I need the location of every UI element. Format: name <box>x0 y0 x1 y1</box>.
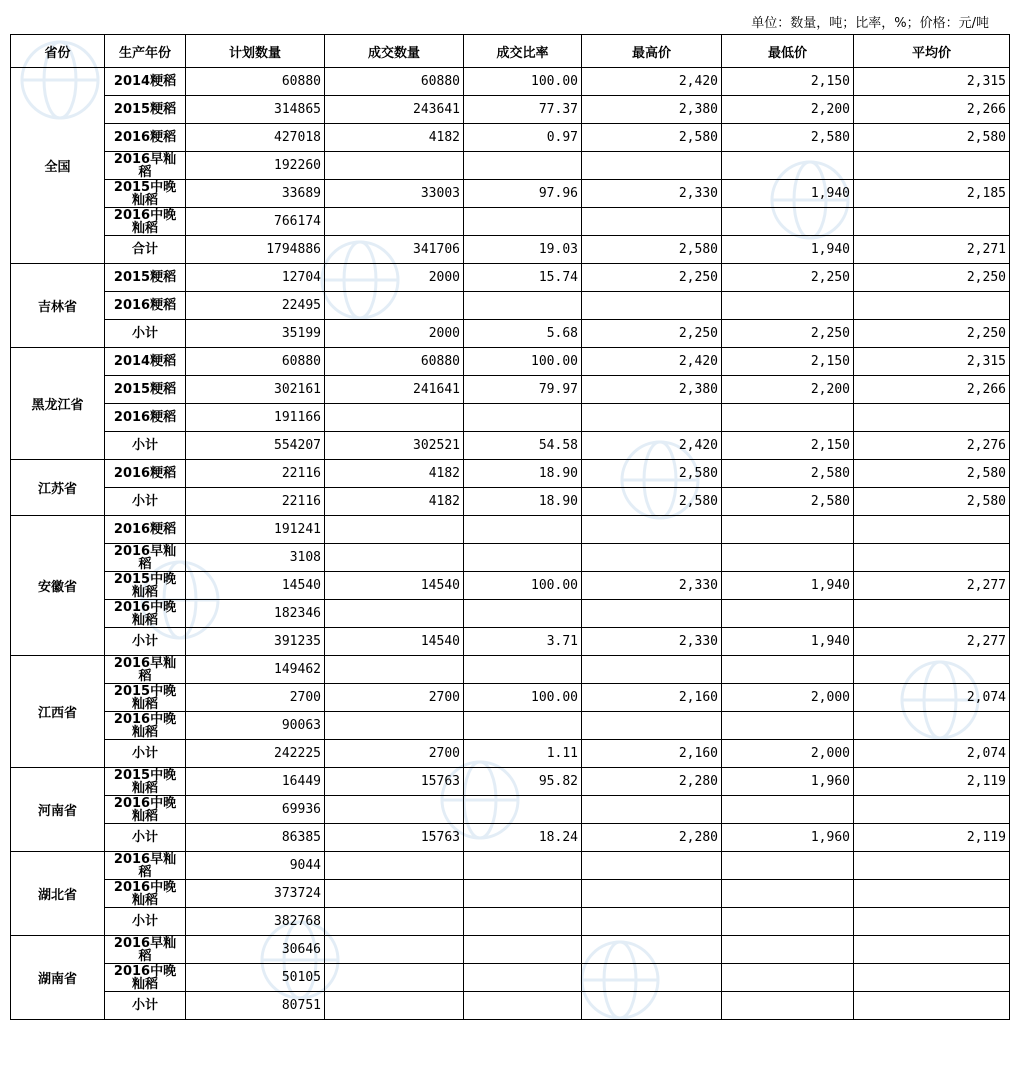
cell-trade-rate: 95.82 <box>464 768 582 796</box>
cell-year: 小计 <box>105 432 186 460</box>
auction-results-table <box>10 34 1010 1020</box>
cell-avg-price <box>854 908 1010 936</box>
cell-trade-rate: 1.11 <box>464 740 582 768</box>
cell-max-price: 2,580 <box>582 236 722 264</box>
table-row <box>11 292 1010 320</box>
cell-traded-qty: 4182 <box>325 488 464 516</box>
cell-max-price <box>582 852 722 880</box>
cell-min-price <box>722 292 854 320</box>
table-row <box>11 964 1010 992</box>
cell-min-price: 1,960 <box>722 824 854 852</box>
cell-planned-qty: 1794886 <box>186 236 325 264</box>
column-header-trade-rate: 成交比率 <box>464 35 582 68</box>
cell-max-price <box>582 992 722 1020</box>
cell-min-price <box>722 712 854 740</box>
cell-planned-qty: 50105 <box>186 964 325 992</box>
province-cell: 湖北省 <box>11 852 105 936</box>
cell-min-price: 2,580 <box>722 488 854 516</box>
province-cell: 安徽省 <box>11 516 105 656</box>
cell-trade-rate <box>464 544 582 572</box>
cell-avg-price: 2,277 <box>854 572 1010 600</box>
cell-trade-rate <box>464 936 582 964</box>
cell-traded-qty: 2700 <box>325 684 464 712</box>
cell-max-price <box>582 880 722 908</box>
province-cell: 全国 <box>11 68 105 264</box>
cell-year: 2016粳稻 <box>105 124 186 152</box>
cell-traded-qty <box>325 656 464 684</box>
cell-planned-qty: 149462 <box>186 656 325 684</box>
cell-avg-price <box>854 208 1010 236</box>
cell-avg-price <box>854 712 1010 740</box>
cell-min-price: 2,150 <box>722 348 854 376</box>
table-row <box>11 180 1010 208</box>
cell-max-price: 2,330 <box>582 628 722 656</box>
cell-trade-rate: 18.24 <box>464 824 582 852</box>
table-row <box>11 684 1010 712</box>
table-row <box>11 768 1010 796</box>
cell-planned-qty: 554207 <box>186 432 325 460</box>
cell-max-price: 2,420 <box>582 348 722 376</box>
cell-trade-rate: 18.90 <box>464 488 582 516</box>
cell-trade-rate <box>464 516 582 544</box>
table-row <box>11 740 1010 768</box>
cell-year: 2016中晚籼稻 <box>105 712 186 740</box>
cell-planned-qty: 182346 <box>186 600 325 628</box>
cell-max-price: 2,160 <box>582 684 722 712</box>
cell-avg-price: 2,185 <box>854 180 1010 208</box>
province-cell: 江西省 <box>11 656 105 768</box>
cell-min-price <box>722 936 854 964</box>
cell-traded-qty <box>325 964 464 992</box>
cell-trade-rate <box>464 600 582 628</box>
cell-planned-qty: 35199 <box>186 320 325 348</box>
cell-min-price: 2,250 <box>722 264 854 292</box>
cell-year: 2016粳稻 <box>105 292 186 320</box>
cell-trade-rate: 100.00 <box>464 348 582 376</box>
cell-avg-price: 2,074 <box>854 684 1010 712</box>
cell-year: 2016早籼稻 <box>105 152 186 180</box>
cell-year: 小计 <box>105 740 186 768</box>
cell-avg-price: 2,119 <box>854 824 1010 852</box>
cell-planned-qty: 12704 <box>186 264 325 292</box>
cell-max-price: 2,580 <box>582 460 722 488</box>
cell-trade-rate <box>464 964 582 992</box>
table-row <box>11 404 1010 432</box>
table-row <box>11 320 1010 348</box>
cell-year: 小计 <box>105 488 186 516</box>
cell-traded-qty: 60880 <box>325 348 464 376</box>
column-header-min-price: 最低价 <box>722 35 854 68</box>
cell-min-price <box>722 516 854 544</box>
cell-avg-price: 2,074 <box>854 740 1010 768</box>
cell-year: 2016粳稻 <box>105 460 186 488</box>
cell-traded-qty <box>325 796 464 824</box>
cell-trade-rate: 100.00 <box>464 572 582 600</box>
cell-planned-qty: 3108 <box>186 544 325 572</box>
province-cell: 吉林省 <box>11 264 105 348</box>
cell-traded-qty: 60880 <box>325 68 464 96</box>
cell-avg-price <box>854 992 1010 1020</box>
cell-avg-price: 2,580 <box>854 488 1010 516</box>
column-header-province: 省份 <box>11 35 105 68</box>
cell-traded-qty: 4182 <box>325 460 464 488</box>
table-row <box>11 796 1010 824</box>
cell-max-price: 2,420 <box>582 68 722 96</box>
cell-max-price: 2,420 <box>582 432 722 460</box>
cell-max-price <box>582 152 722 180</box>
cell-year: 2015中晚籼稻 <box>105 572 186 600</box>
cell-year: 小计 <box>105 320 186 348</box>
cell-traded-qty: 2000 <box>325 264 464 292</box>
cell-year: 2014粳稻 <box>105 348 186 376</box>
cell-traded-qty: 2000 <box>325 320 464 348</box>
table-row <box>11 264 1010 292</box>
table-row <box>11 712 1010 740</box>
cell-traded-qty <box>325 152 464 180</box>
column-header-max-price: 最高价 <box>582 35 722 68</box>
table-row <box>11 460 1010 488</box>
cell-traded-qty: 14540 <box>325 628 464 656</box>
cell-traded-qty: 341706 <box>325 236 464 264</box>
cell-min-price <box>722 992 854 1020</box>
cell-min-price: 2,250 <box>722 320 854 348</box>
cell-avg-price: 2,315 <box>854 68 1010 96</box>
cell-traded-qty <box>325 208 464 236</box>
cell-year: 2016中晚籼稻 <box>105 600 186 628</box>
cell-min-price: 2,580 <box>722 460 854 488</box>
column-header-year: 生产年份 <box>105 35 186 68</box>
cell-planned-qty: 16449 <box>186 768 325 796</box>
cell-traded-qty: 14540 <box>325 572 464 600</box>
table-row <box>11 516 1010 544</box>
cell-max-price: 2,330 <box>582 572 722 600</box>
cell-traded-qty: 302521 <box>325 432 464 460</box>
cell-max-price: 2,160 <box>582 740 722 768</box>
cell-max-price: 2,280 <box>582 768 722 796</box>
cell-traded-qty <box>325 544 464 572</box>
cell-year: 合计 <box>105 236 186 264</box>
cell-max-price <box>582 516 722 544</box>
cell-max-price <box>582 964 722 992</box>
cell-planned-qty: 22116 <box>186 488 325 516</box>
cell-trade-rate <box>464 152 582 180</box>
cell-trade-rate <box>464 908 582 936</box>
cell-min-price: 1,960 <box>722 768 854 796</box>
cell-min-price: 1,940 <box>722 236 854 264</box>
cell-avg-price <box>854 796 1010 824</box>
table-row <box>11 572 1010 600</box>
cell-avg-price: 2,580 <box>854 460 1010 488</box>
cell-planned-qty: 60880 <box>186 348 325 376</box>
cell-avg-price: 2,266 <box>854 96 1010 124</box>
table-row <box>11 936 1010 964</box>
cell-year: 2015中晚籼稻 <box>105 684 186 712</box>
table-row <box>11 488 1010 516</box>
cell-traded-qty <box>325 600 464 628</box>
cell-trade-rate <box>464 292 582 320</box>
cell-min-price <box>722 908 854 936</box>
cell-trade-rate: 5.68 <box>464 320 582 348</box>
cell-year: 2015中晚籼稻 <box>105 768 186 796</box>
province-cell: 湖南省 <box>11 936 105 1020</box>
table-row <box>11 544 1010 572</box>
cell-min-price: 2,580 <box>722 124 854 152</box>
cell-avg-price: 2,119 <box>854 768 1010 796</box>
cell-traded-qty <box>325 908 464 936</box>
cell-year: 2016中晚籼稻 <box>105 964 186 992</box>
cell-planned-qty: 90063 <box>186 712 325 740</box>
cell-trade-rate: 100.00 <box>464 684 582 712</box>
cell-trade-rate: 0.97 <box>464 124 582 152</box>
cell-avg-price: 2,266 <box>854 376 1010 404</box>
cell-traded-qty: 33003 <box>325 180 464 208</box>
cell-trade-rate: 54.58 <box>464 432 582 460</box>
cell-max-price: 2,580 <box>582 124 722 152</box>
cell-planned-qty: 86385 <box>186 824 325 852</box>
cell-max-price: 2,250 <box>582 264 722 292</box>
cell-trade-rate <box>464 992 582 1020</box>
cell-planned-qty: 373724 <box>186 880 325 908</box>
cell-year: 2016粳稻 <box>105 516 186 544</box>
cell-planned-qty: 2700 <box>186 684 325 712</box>
cell-max-price: 2,580 <box>582 488 722 516</box>
header-row <box>11 35 1010 68</box>
column-header-planned-qty: 计划数量 <box>186 35 325 68</box>
cell-traded-qty: 2700 <box>325 740 464 768</box>
cell-trade-rate <box>464 712 582 740</box>
cell-max-price <box>582 404 722 432</box>
cell-year: 2016粳稻 <box>105 404 186 432</box>
cell-min-price <box>722 852 854 880</box>
table-row <box>11 152 1010 180</box>
cell-max-price: 2,250 <box>582 320 722 348</box>
cell-avg-price: 2,271 <box>854 236 1010 264</box>
table-row <box>11 880 1010 908</box>
table-row <box>11 992 1010 1020</box>
cell-min-price: 2,000 <box>722 684 854 712</box>
table-row <box>11 208 1010 236</box>
cell-trade-rate: 79.97 <box>464 376 582 404</box>
cell-min-price: 2,150 <box>722 432 854 460</box>
cell-traded-qty <box>325 880 464 908</box>
cell-planned-qty: 22116 <box>186 460 325 488</box>
cell-min-price <box>722 964 854 992</box>
cell-min-price: 2,200 <box>722 376 854 404</box>
cell-traded-qty <box>325 404 464 432</box>
cell-planned-qty: 191241 <box>186 516 325 544</box>
cell-avg-price: 2,277 <box>854 628 1010 656</box>
table-row <box>11 432 1010 460</box>
cell-traded-qty: 15763 <box>325 768 464 796</box>
table-row <box>11 852 1010 880</box>
cell-trade-rate <box>464 880 582 908</box>
cell-avg-price: 2,580 <box>854 124 1010 152</box>
table-row <box>11 348 1010 376</box>
province-cell: 江苏省 <box>11 460 105 516</box>
cell-max-price: 2,280 <box>582 824 722 852</box>
cell-traded-qty: 243641 <box>325 96 464 124</box>
cell-planned-qty: 9044 <box>186 852 325 880</box>
cell-avg-price <box>854 292 1010 320</box>
cell-planned-qty: 314865 <box>186 96 325 124</box>
cell-min-price <box>722 544 854 572</box>
cell-avg-price <box>854 544 1010 572</box>
column-header-avg-price: 平均价 <box>854 35 1010 68</box>
cell-year: 2014粳稻 <box>105 68 186 96</box>
cell-year: 小计 <box>105 628 186 656</box>
cell-year: 2015中晚籼稻 <box>105 180 186 208</box>
cell-year: 2016早籼稻 <box>105 656 186 684</box>
cell-trade-rate <box>464 656 582 684</box>
cell-avg-price <box>854 600 1010 628</box>
cell-trade-rate <box>464 208 582 236</box>
cell-max-price <box>582 600 722 628</box>
cell-planned-qty: 766174 <box>186 208 325 236</box>
cell-year: 2016早籼稻 <box>105 936 186 964</box>
cell-max-price <box>582 544 722 572</box>
cell-min-price: 2,000 <box>722 740 854 768</box>
cell-avg-price <box>854 516 1010 544</box>
column-header-traded-qty: 成交数量 <box>325 35 464 68</box>
cell-max-price <box>582 936 722 964</box>
cell-max-price: 2,330 <box>582 180 722 208</box>
cell-planned-qty: 382768 <box>186 908 325 936</box>
cell-max-price <box>582 656 722 684</box>
table-row <box>11 68 1010 96</box>
cell-year: 2015粳稻 <box>105 264 186 292</box>
cell-max-price <box>582 796 722 824</box>
cell-planned-qty: 60880 <box>186 68 325 96</box>
cell-avg-price: 2,276 <box>854 432 1010 460</box>
cell-min-price <box>722 656 854 684</box>
cell-trade-rate <box>464 404 582 432</box>
table-row <box>11 656 1010 684</box>
table-row <box>11 600 1010 628</box>
province-cell: 河南省 <box>11 768 105 852</box>
cell-min-price <box>722 208 854 236</box>
table-row <box>11 236 1010 264</box>
cell-avg-price <box>854 656 1010 684</box>
cell-trade-rate: 18.90 <box>464 460 582 488</box>
cell-trade-rate: 77.37 <box>464 96 582 124</box>
cell-planned-qty: 69936 <box>186 796 325 824</box>
cell-max-price <box>582 292 722 320</box>
cell-year: 2016中晚籼稻 <box>105 796 186 824</box>
cell-avg-price <box>854 936 1010 964</box>
cell-traded-qty: 4182 <box>325 124 464 152</box>
cell-max-price: 2,380 <box>582 376 722 404</box>
cell-traded-qty <box>325 936 464 964</box>
cell-min-price <box>722 796 854 824</box>
table-row <box>11 824 1010 852</box>
cell-avg-price: 2,250 <box>854 320 1010 348</box>
cell-min-price <box>722 880 854 908</box>
cell-trade-rate: 19.03 <box>464 236 582 264</box>
table-row <box>11 376 1010 404</box>
cell-year: 2015粳稻 <box>105 376 186 404</box>
cell-trade-rate: 97.96 <box>464 180 582 208</box>
cell-planned-qty: 14540 <box>186 572 325 600</box>
cell-planned-qty: 427018 <box>186 124 325 152</box>
cell-year: 小计 <box>105 992 186 1020</box>
table-row <box>11 96 1010 124</box>
cell-planned-qty: 302161 <box>186 376 325 404</box>
cell-min-price <box>722 152 854 180</box>
cell-planned-qty: 30646 <box>186 936 325 964</box>
cell-planned-qty: 192260 <box>186 152 325 180</box>
cell-traded-qty: 241641 <box>325 376 464 404</box>
cell-traded-qty <box>325 292 464 320</box>
cell-max-price: 2,380 <box>582 96 722 124</box>
cell-year: 2015粳稻 <box>105 96 186 124</box>
table-row <box>11 124 1010 152</box>
cell-traded-qty <box>325 992 464 1020</box>
cell-planned-qty: 80751 <box>186 992 325 1020</box>
cell-min-price <box>722 404 854 432</box>
cell-max-price <box>582 712 722 740</box>
cell-planned-qty: 33689 <box>186 180 325 208</box>
cell-planned-qty: 22495 <box>186 292 325 320</box>
cell-trade-rate <box>464 796 582 824</box>
cell-year: 2016早籼稻 <box>105 544 186 572</box>
cell-avg-price: 2,250 <box>854 264 1010 292</box>
cell-planned-qty: 391235 <box>186 628 325 656</box>
cell-avg-price <box>854 852 1010 880</box>
cell-min-price: 2,200 <box>722 96 854 124</box>
cell-min-price: 2,150 <box>722 68 854 96</box>
cell-year: 2016早籼稻 <box>105 852 186 880</box>
cell-traded-qty: 15763 <box>325 824 464 852</box>
cell-avg-price <box>854 404 1010 432</box>
cell-planned-qty: 242225 <box>186 740 325 768</box>
cell-trade-rate <box>464 852 582 880</box>
cell-traded-qty <box>325 516 464 544</box>
cell-year: 2016中晚籼稻 <box>105 880 186 908</box>
cell-avg-price <box>854 880 1010 908</box>
table-row <box>11 628 1010 656</box>
cell-year: 小计 <box>105 824 186 852</box>
cell-max-price <box>582 908 722 936</box>
cell-traded-qty <box>325 852 464 880</box>
cell-min-price: 1,940 <box>722 180 854 208</box>
table-row <box>11 908 1010 936</box>
cell-year: 小计 <box>105 908 186 936</box>
cell-min-price: 1,940 <box>722 628 854 656</box>
cell-trade-rate: 100.00 <box>464 68 582 96</box>
cell-trade-rate: 3.71 <box>464 628 582 656</box>
cell-avg-price: 2,315 <box>854 348 1010 376</box>
cell-avg-price <box>854 152 1010 180</box>
cell-planned-qty: 191166 <box>186 404 325 432</box>
cell-trade-rate: 15.74 <box>464 264 582 292</box>
province-cell: 黑龙江省 <box>11 348 105 460</box>
cell-avg-price <box>854 964 1010 992</box>
unit-note: 单位：数量，吨；比率，%；价格：元/吨 <box>751 16 989 31</box>
cell-max-price <box>582 208 722 236</box>
cell-min-price: 1,940 <box>722 572 854 600</box>
cell-min-price <box>722 600 854 628</box>
cell-year: 2016中晚籼稻 <box>105 208 186 236</box>
cell-traded-qty <box>325 712 464 740</box>
